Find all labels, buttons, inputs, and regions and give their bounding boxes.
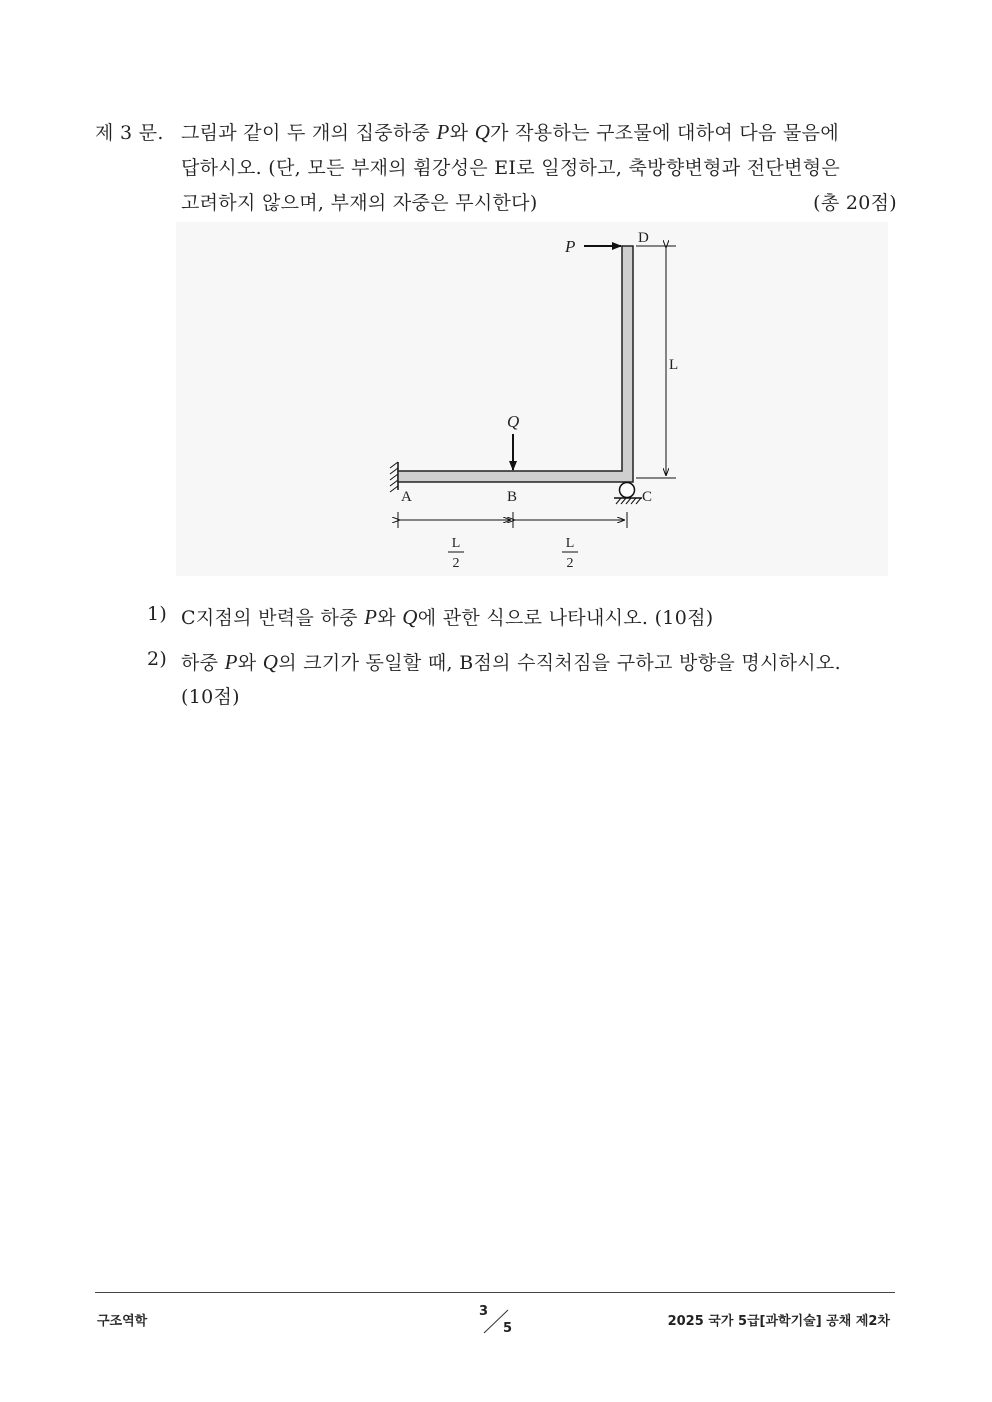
dimension-half-left	[448, 536, 464, 571]
question-number: 제 3 문.	[95, 122, 164, 144]
beam-column	[398, 246, 633, 482]
subquestion-1-c: 에 관한 식으로 나타내시오. (10점)	[417, 607, 714, 629]
point-c-label: C	[642, 489, 653, 505]
point-b-label: B	[507, 489, 518, 505]
dimension-half-right	[562, 536, 578, 571]
roller-support-c	[614, 483, 642, 505]
total-score: (총 20점)	[813, 192, 897, 214]
structure-figure	[176, 222, 888, 576]
dimension-half-left-num: L	[451, 536, 461, 551]
subquestion-1-number: 1)	[147, 603, 168, 625]
subquestion-1-q: Q	[402, 605, 418, 629]
subquestion-2-b: 와	[237, 652, 263, 674]
load-q-symbol: Q	[474, 120, 491, 144]
question-line-1-b: 와	[449, 122, 475, 144]
subquestion-1	[181, 603, 713, 630]
point-a-label: A	[401, 489, 412, 505]
subquestion-1-a: C지점의 반력을 하중	[181, 607, 365, 629]
fixed-support-a	[390, 462, 398, 492]
footer-divider	[95, 1292, 895, 1293]
footer-exam-title: 2025 국가 5급[과학기술] 공채 제2차	[667, 1314, 890, 1329]
question-line-2: 답하시오. (단, 모든 부재의 휨강성은 EI로 일정하고, 축방향변형과 전단변형은	[181, 157, 841, 179]
footer-page-current: 3	[479, 1304, 489, 1319]
subquestion-2-p: P	[224, 650, 238, 674]
subquestion-2-c: 의 크기가 동일할 때, B점의 수직처짐을 구하고 방향을 명시하시오.	[278, 652, 841, 674]
subquestion-2-a: 하중	[181, 652, 225, 674]
dimension-half-left-den: 2	[452, 556, 460, 571]
load-p-symbol: P	[436, 120, 450, 144]
subquestion-2-score: (10점)	[181, 686, 240, 708]
footer-page-total: 5	[503, 1321, 513, 1336]
subquestion-2	[181, 648, 841, 675]
question-line-3: 고려하지 않으며, 부재의 자중은 무시한다)	[181, 192, 538, 214]
footer-subject: 구조역학	[97, 1314, 148, 1329]
dimension-half-right-den: 2	[566, 556, 574, 571]
subquestion-1-p: P	[364, 605, 378, 629]
question-line-1	[181, 118, 839, 145]
subquestion-2-number: 2)	[147, 648, 168, 670]
load-q-label: Q	[507, 412, 520, 431]
dimension-vertical-label: L	[669, 357, 679, 373]
dimension-horizontal	[398, 512, 627, 528]
subquestion-2-q: Q	[262, 650, 279, 674]
point-d-label: D	[638, 230, 649, 246]
load-p-label: P	[565, 237, 576, 256]
question-line-1-c: 가 작용하는 구조물에 대하여 다음 물음에	[490, 122, 839, 144]
structure-diagram	[176, 222, 888, 576]
subquestion-1-b: 와	[377, 607, 403, 629]
dimension-half-right-num: L	[565, 536, 575, 551]
question-line-1-a: 그림과 같이 두 개의 집중하중	[181, 122, 437, 144]
